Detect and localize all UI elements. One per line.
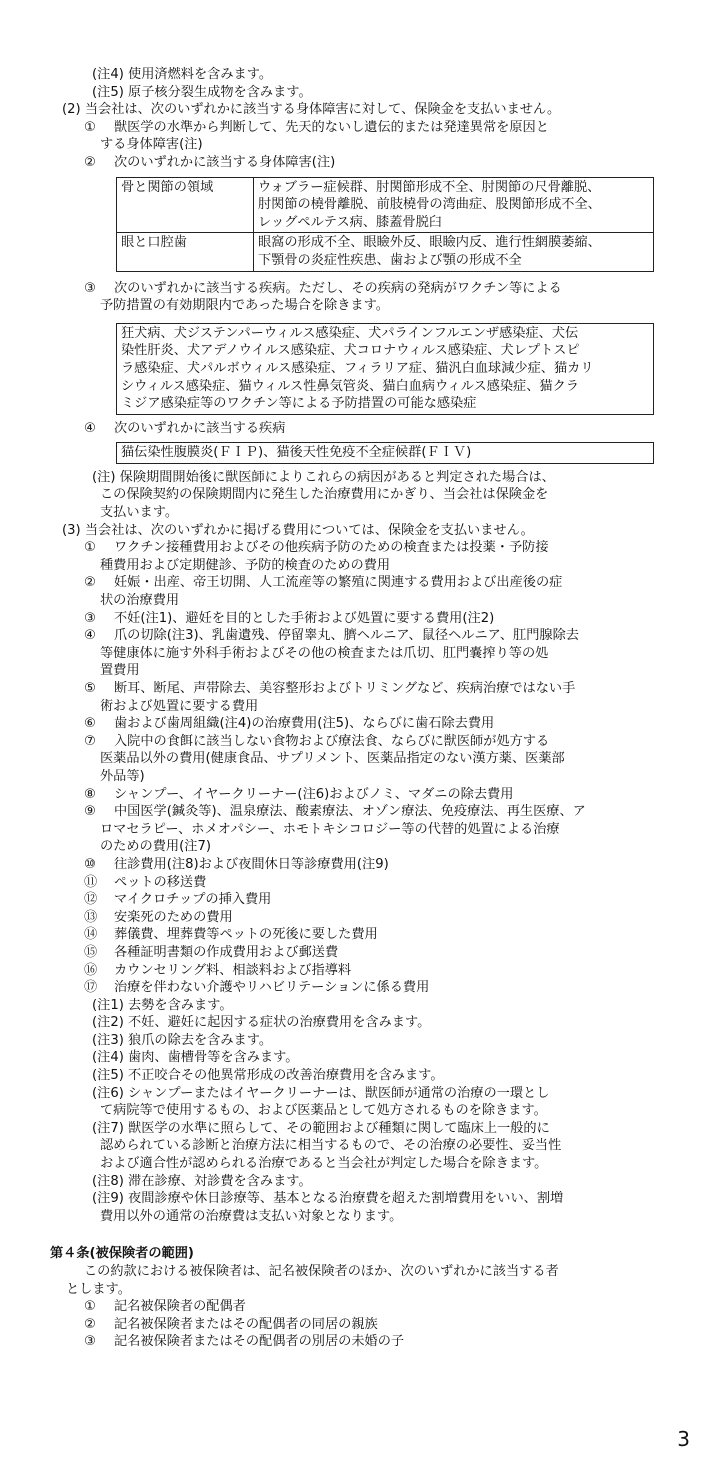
item-number: ③ (84, 280, 96, 296)
item-text-cont: する身体障害(注) (100, 137, 203, 153)
item-text: 各種証明書類の作成費用および郵送費 (114, 944, 339, 960)
item-number: ⑮ (84, 944, 98, 960)
page-number: 3 (677, 1427, 690, 1451)
item-text: ワクチン接種費用およびその他疾病予防のための検査または投薬・予防接 (114, 540, 549, 556)
item-number: ⑤ (84, 681, 96, 696)
item-text-cont: 術および処置に要する費用 (100, 698, 259, 714)
item-text: 妊娠・出産、帝王切開、人工流産等の繁殖に関連する費用および出産後の症 (114, 575, 563, 591)
section-2-heading: (2) 当会社は、次のいずれかに該当する身体障害に対して、保険金を支払いません。 (62, 102, 561, 118)
item-text: 安楽死のための費用 (114, 909, 233, 925)
item-text: 記名被保険者またはその配偶者の別居の未婚の子 (114, 1334, 405, 1350)
table-line: レッグペルテス病、膝蓋骨脱臼 (258, 214, 442, 230)
box-line: ラ感染症、犬パルボウィルス感染症、フィラリア症、猫汎白血球減少症、猫カリ (121, 360, 594, 376)
fip-fiv-box: 猫伝染性腹膜炎(ＦＩＰ)、猫後天性免疫不全症候群(ＦＩＶ) (116, 442, 654, 464)
sec3-item (0, 926, 704, 944)
sec3-note: (注1) 去勢を含みます。 (92, 997, 233, 1013)
article4-item (0, 1298, 704, 1316)
infectious-disease-box (116, 323, 654, 415)
table-key: 眼と口腔歯 (117, 233, 254, 271)
item-text-cont: 予防措置の有効期限内であった場合を除きます。 (100, 298, 389, 314)
item-text: 断耳、断尾、声帯除去、美容整形およびトリミングなど、疾病治療ではない手 (114, 681, 576, 696)
sec3-item (0, 627, 704, 645)
sec3-note: (注3) 狼爪の除去を含みます。 (92, 1032, 273, 1048)
item-number: ③ (84, 1334, 96, 1350)
item-number: ⑬ (84, 909, 98, 925)
sec2-item-2 (0, 154, 704, 172)
sec3-note: (注9) 夜間診療や休日診療等、基本となる治療費を超えた割増費用をいい、割増 (92, 1191, 564, 1207)
article-4-body-cont: とします。 (66, 1281, 131, 1297)
box-line: 染性肝炎、犬アデノウイルス感染症、犬コロナウィルス感染症、犬レプトスピ (121, 343, 580, 359)
sec2-item-1 (0, 119, 704, 137)
box-line: ミジア感染症等のワクチン等による予防措置の可能な感染症 (121, 396, 477, 412)
item-number: ⑰ (84, 980, 98, 996)
sec3-item (0, 539, 704, 557)
item-number: ⑫ (84, 892, 98, 908)
table-line: 眼窩の形成不全、眼瞼外反、眼瞼内反、進行性網膜萎縮、 (258, 235, 601, 251)
table-row (117, 177, 654, 233)
sec3-item (0, 574, 704, 592)
item-text-cont: 状の治療費用 (100, 593, 180, 609)
sec3-item (0, 680, 704, 698)
sec3-item (0, 891, 704, 909)
sec3-note: (注6) シャンプーまたはイヤークリーナーは、獣医師が通常の治療の一環とし (92, 1085, 550, 1101)
item-number: ③ (84, 610, 96, 626)
item-text-cont: 置費用 (100, 663, 140, 679)
box-line: シウィルス感染症、猫ウィルス性鼻気管炎、猫白血病ウィルス感染症、猫クラ (121, 378, 579, 394)
article-4-body: この約款における被保険者は、記名被保険者のほか、次のいずれかに該当する者 (84, 1264, 559, 1279)
item-text: シャンプー、イヤークリーナー(注6)およびノミ、マダニの除去費用 (114, 786, 514, 802)
note-4: (注4) 使用済燃料を含みます。 (92, 67, 273, 82)
sec3-item (0, 979, 704, 997)
item-number: ⑭ (84, 927, 98, 943)
item-text: 獣医学の水準から判断して、先天的ないし遺伝的または発達異常を原因と (114, 119, 549, 135)
item-text: マイクロチップの挿入費用 (114, 892, 272, 908)
item-text: 爪の切除(注3)、乳歯遺残、停留睾丸、臍ヘルニア、鼠径ヘルニア、肛門腺除去 (114, 628, 579, 644)
item-number: ④ (84, 420, 96, 436)
sec3-item (0, 874, 704, 892)
sec3-note: (注4) 歯肉、歯槽骨等を含みます。 (92, 1050, 299, 1066)
item-text-cont: ロマセラピー、ホメオパシー、ホモトキシコロジー等の代替的処置による治療 (100, 821, 560, 837)
item-number: ② (84, 154, 96, 170)
item-number: ④ (84, 628, 96, 644)
item-text: 次のいずれかに該当する身体障害(注) (114, 154, 336, 170)
item-text: 治療を伴わない介護やリハビリテーションに係る費用 (114, 980, 430, 996)
sec2-item-4 (0, 420, 704, 438)
table-row (117, 233, 654, 271)
table-value (254, 177, 654, 233)
sec3-notes (0, 997, 704, 1226)
item-text: 葬儀費、埋葬費等ペットの死後に要した費用 (114, 927, 378, 943)
sec3-item (0, 803, 704, 821)
article-4-title: 第４条(被保険者の範囲) (50, 1246, 194, 1262)
sec3-note: (注8) 滞在診療、対診費を含みます。 (92, 1173, 312, 1189)
sec3-note-cont: および適合性が認められる治療であると当会社が判定した場合を除きます。 (100, 1156, 548, 1172)
sec3-note: (注7) 獣医学の水準に照らして、その範囲および種類に関して臨床上一般的に (92, 1120, 550, 1136)
item-text: 次のいずれかに該当する疾病。ただし、その疾病の発病がワクチン等による (114, 280, 562, 296)
sec3-item (0, 856, 704, 874)
item-text-cont: 医薬品以外の費用(健康食品、サプリメント、医薬品指定のない漢方薬、医薬部 (100, 751, 565, 767)
table-line: 下顎骨の炎症性疾患、歯および顎の形成不全 (258, 252, 522, 268)
sec3-item (0, 944, 704, 962)
sec3-note-cont: 費用以外の通常の治療費は支払い対象となります。 (100, 1208, 403, 1224)
document-page (0, 66, 704, 1351)
sec3-item (0, 962, 704, 980)
item-text-cont: 外品等) (100, 768, 145, 784)
item-text: 次のいずれかに該当する疾病 (114, 420, 286, 436)
sec3-item (0, 733, 704, 751)
table-value (254, 233, 654, 271)
table-key: 骨と関節の領域 (117, 177, 254, 233)
item-number: ① (84, 540, 96, 556)
item-number: ⑯ (84, 962, 98, 978)
item-text: 不妊(注1)、避妊を目的とした手術および処置に要する費用(注2) (114, 610, 495, 626)
sec3-item (0, 786, 704, 804)
item-number: ② (84, 1316, 96, 1332)
item-number: ⑨ (84, 804, 96, 820)
item-number: ① (84, 119, 96, 135)
sec3-note-cont: て病院等で使用するもの、および医薬品として処方されるものを除きます。 (100, 1103, 547, 1119)
item-number: ⑩ (84, 856, 96, 872)
item-text: 入院中の食餌に該当しない食物および療法食、ならびに獣医師が処方する (114, 733, 550, 749)
box-line: 狂犬病、犬ジステンパーウィルス感染症、犬パラインフルエンザ感染症、犬伝 (121, 325, 579, 341)
item-text: 記名被保険者の配偶者 (114, 1299, 246, 1315)
sec3-item (0, 715, 704, 733)
item-number: ② (84, 575, 96, 591)
item-number: ⑪ (84, 874, 98, 890)
sec3-items (0, 539, 704, 996)
disability-table (116, 177, 654, 272)
item-text-cont: 種費用および定期健診、予防的検査のための費用 (100, 557, 391, 573)
item-text: 記名被保険者またはその配偶者の同居の親族 (114, 1316, 378, 1332)
sec2-note: (注) 保険期間開始後に獣医師によりこれらの病因があると判定された場合は、 (92, 469, 555, 485)
item-text: 中国医学(鍼灸等)、温泉療法、酸素療法、オゾン療法、免疫療法、再生医療、ア (114, 804, 586, 820)
item-number: ⑥ (84, 716, 96, 732)
sec3-item (0, 909, 704, 927)
item-text-cont: 等健康体に施す外科手術およびその他の検査または爪切、肛門嚢搾り等の処 (100, 645, 549, 661)
item-text-cont: のための費用(注7) (100, 839, 211, 855)
item-number: ① (84, 1299, 96, 1315)
item-text: 歯および歯周組織(注4)の治療費用(注5)、ならびに歯石除去費用 (114, 716, 495, 732)
section-3-heading: (3) 当会社は、次のいずれかに掲げる費用については、保険金を支払いません。 (62, 522, 534, 538)
item-number: ⑧ (84, 786, 96, 802)
sec2-item-3 (0, 280, 704, 298)
table-line: 肘関節の橈骨離脱、前肢橈骨の湾曲症、股関節形成不全、 (258, 197, 601, 213)
sec2-note-cont: 支払います。 (100, 505, 179, 521)
sec3-note-cont: 認められている診断と治療方法に相当するもので、その治療の必要性、妥当性 (100, 1138, 562, 1154)
sec2-note-cont: この保険契約の保険期間内に発生した治療費用にかぎり、当会社は保険金を (100, 487, 549, 503)
item-text: ペットの移送費 (114, 874, 207, 890)
article4-item (0, 1316, 704, 1334)
item-text: カウンセリング料、相談料および指導料 (114, 962, 352, 978)
note-5: (注5) 原子核分裂生成物を含みます。 (92, 84, 312, 100)
item-text: 往診費用(注8)および夜間休日等診療費用(注9) (114, 856, 389, 872)
table-line: ウォブラー症候群、肘関節形成不全、肘関節の尺骨離脱、 (258, 179, 601, 195)
article4-item (0, 1333, 704, 1351)
sec3-item (0, 610, 704, 628)
item-number: ⑦ (84, 733, 96, 749)
sec3-note: (注2) 不妊、避妊に起因する症状の治療費用を含みます。 (92, 1015, 431, 1031)
sec3-note: (注5) 不正咬合その他異常形成の改善治療費用を含みます。 (92, 1068, 444, 1084)
